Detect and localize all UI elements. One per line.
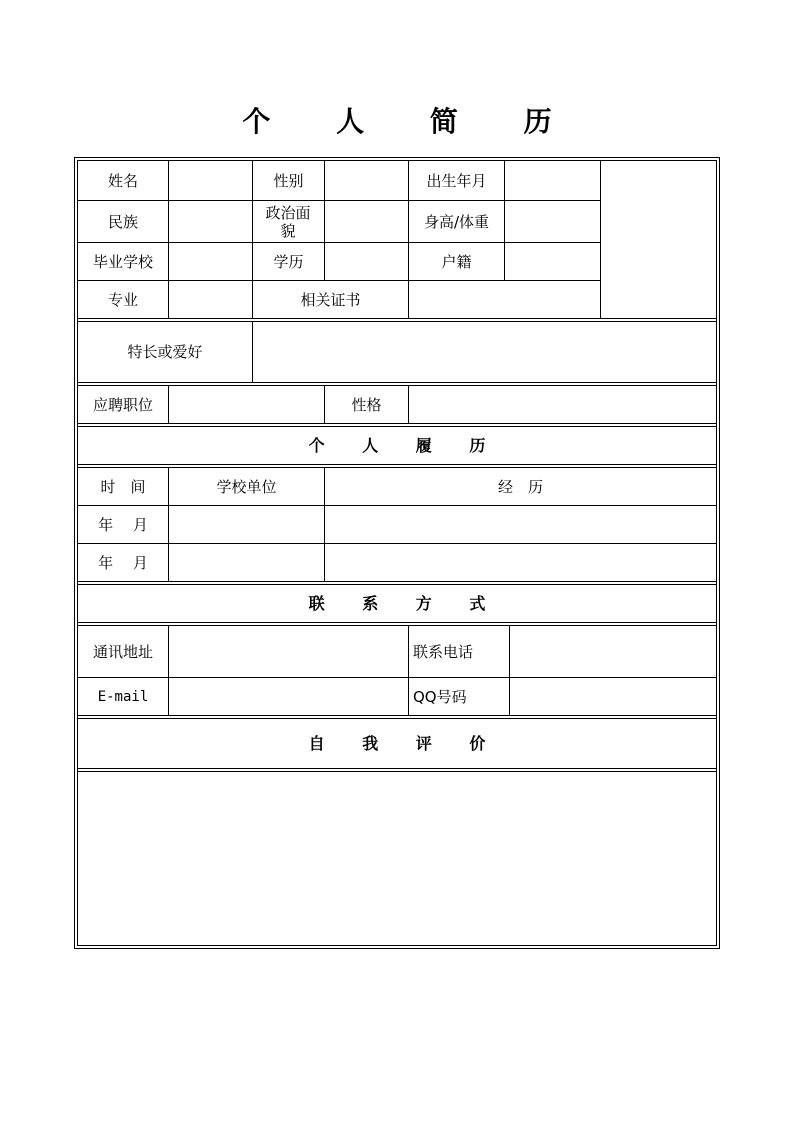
row-divider — [77, 768, 717, 769]
history-row-experience-field[interactable] — [325, 544, 716, 581]
height-weight-field[interactable] — [505, 201, 600, 242]
phone-label: 联系电话 — [413, 642, 474, 661]
table-border-right-inner — [716, 160, 717, 946]
history-row-time: 年 月 — [98, 515, 148, 534]
name-field[interactable] — [169, 161, 252, 200]
certificate-label: 相关证书 — [300, 290, 361, 309]
page-title: 个 人 简 历 — [242, 105, 580, 138]
hukou-field[interactable] — [505, 243, 600, 280]
row-divider — [77, 423, 717, 424]
email-label: E-mail — [97, 688, 149, 705]
photo-area[interactable] — [601, 161, 716, 318]
evaluation-field[interactable] — [78, 772, 716, 945]
birth-field[interactable] — [505, 161, 600, 200]
history-col-school: 学校单位 — [216, 477, 277, 496]
history-col-experience: 经 历 — [497, 477, 543, 496]
history-col-time: 时 间 — [100, 477, 146, 496]
position-label: 应聘职位 — [92, 395, 153, 414]
major-label: 专业 — [107, 290, 138, 309]
history-row-school-field[interactable] — [169, 544, 324, 581]
major-field[interactable] — [169, 281, 252, 318]
address-label: 通讯地址 — [92, 642, 153, 661]
row-divider — [77, 715, 717, 716]
hobby-label: 特长或爱好 — [127, 343, 203, 361]
certificate-field[interactable] — [409, 281, 600, 318]
position-field[interactable] — [169, 386, 324, 423]
history-row-experience-field[interactable] — [325, 506, 716, 543]
evaluation-section-header: 自 我 评 价 — [308, 733, 502, 753]
history-row-school-field[interactable] — [169, 506, 324, 543]
address-field[interactable] — [169, 626, 408, 677]
gender-field[interactable] — [325, 161, 408, 200]
history-section-header: 个 人 履 历 — [308, 435, 502, 455]
qq-label: QQ号码 — [413, 687, 467, 706]
politics-field[interactable] — [325, 201, 408, 242]
row-divider — [77, 581, 717, 582]
table-border-bottom-inner — [77, 945, 717, 946]
qq-field[interactable] — [510, 678, 716, 715]
height-weight-label: 身高/体重 — [423, 212, 490, 231]
personality-label: 性格 — [351, 395, 382, 414]
gender-label: 性别 — [273, 171, 304, 190]
education-field[interactable] — [325, 243, 408, 280]
hukou-label: 户籍 — [441, 252, 472, 271]
row-divider — [77, 622, 717, 623]
email-field[interactable] — [169, 678, 408, 715]
history-row-time: 年 月 — [98, 553, 148, 572]
row-divider — [77, 318, 717, 319]
school-field[interactable] — [169, 243, 252, 280]
contact-section-header: 联 系 方 式 — [308, 593, 502, 613]
row-divider — [77, 464, 717, 465]
personality-field[interactable] — [409, 386, 716, 423]
ethnicity-field[interactable] — [169, 201, 252, 242]
ethnicity-label: 民族 — [107, 212, 138, 231]
name-label: 姓名 — [107, 171, 138, 190]
education-label: 学历 — [273, 252, 304, 271]
hobby-field[interactable] — [253, 322, 716, 382]
birth-label: 出生年月 — [426, 171, 487, 190]
row-divider — [77, 382, 717, 383]
school-label: 毕业学校 — [92, 252, 153, 271]
politics-label: 政治面貌 — [265, 203, 311, 240]
phone-field[interactable] — [510, 626, 716, 677]
